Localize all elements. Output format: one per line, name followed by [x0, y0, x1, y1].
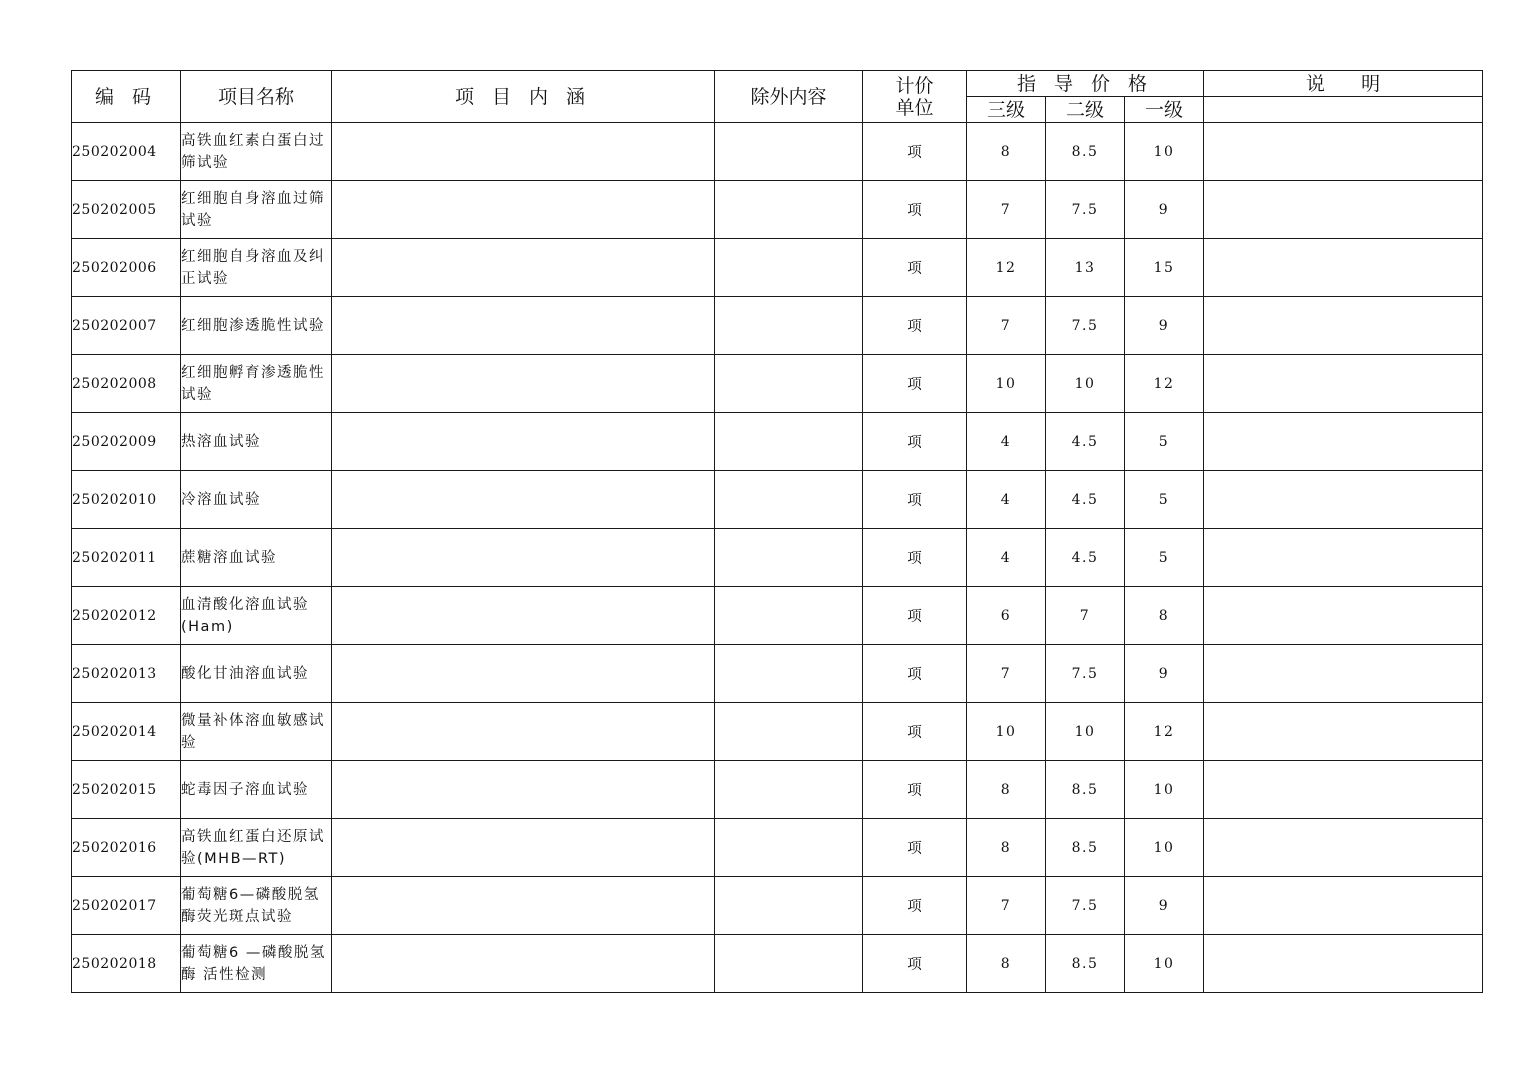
header-code: 编 码 [72, 71, 181, 123]
name-cell: 葡萄糖6 —磷酸脱氢酶 活性检测 [181, 935, 332, 993]
table-header [72, 71, 1483, 123]
level2-price-cell: 8.5 [1046, 935, 1125, 993]
name-cell: 蔗糖溶血试验 [181, 529, 332, 587]
note-cell [1204, 703, 1483, 761]
name-cell: 红细胞渗透脆性试验 [181, 297, 332, 355]
level3-price-cell: 12 [967, 239, 1046, 297]
level1-price-cell: 10 [1125, 819, 1204, 877]
level1-price-cell: 10 [1125, 761, 1204, 819]
note-cell [1204, 239, 1483, 297]
price-table [71, 70, 1483, 993]
table-row [72, 761, 1483, 819]
note-cell [1204, 123, 1483, 181]
level1-price-cell: 5 [1125, 413, 1204, 471]
excluded-cell [715, 529, 863, 587]
note-cell [1204, 471, 1483, 529]
level1-price-cell: 12 [1125, 703, 1204, 761]
unit-cell: 项 [863, 355, 967, 413]
header-level1: 一级 [1125, 97, 1204, 123]
code-cell: 250202016 [72, 819, 181, 877]
table-row [72, 703, 1483, 761]
note-cell [1204, 935, 1483, 993]
content-cell [332, 529, 715, 587]
code-cell: 250202008 [72, 355, 181, 413]
content-cell [332, 297, 715, 355]
excluded-cell [715, 181, 863, 239]
header-unit [863, 71, 967, 123]
unit-cell: 项 [863, 645, 967, 703]
header-level3: 三级 [967, 97, 1046, 123]
level3-price-cell: 10 [967, 703, 1046, 761]
header-unit-line2: 单位 [895, 96, 934, 119]
table-row [72, 413, 1483, 471]
code-cell: 250202007 [72, 297, 181, 355]
table-row [72, 935, 1483, 993]
unit-cell: 项 [863, 297, 967, 355]
content-cell [332, 761, 715, 819]
excluded-cell [715, 123, 863, 181]
name-cell: 葡萄糖6—磷酸脱氢酶荧光斑点试验 [181, 877, 332, 935]
code-cell: 250202010 [72, 471, 181, 529]
header-note-sub [1204, 97, 1483, 123]
unit-cell: 项 [863, 935, 967, 993]
level1-price-cell: 9 [1125, 877, 1204, 935]
content-cell [332, 239, 715, 297]
level3-price-cell: 7 [967, 181, 1046, 239]
level2-price-cell: 13 [1046, 239, 1125, 297]
table-row [72, 471, 1483, 529]
header-note: 说 明 [1204, 71, 1483, 97]
name-cell: 高铁血红素白蛋白过筛试验 [181, 123, 332, 181]
level2-price-cell: 7.5 [1046, 181, 1125, 239]
level2-price-cell: 4.5 [1046, 529, 1125, 587]
excluded-cell [715, 819, 863, 877]
name-cell: 微量补体溶血敏感试验 [181, 703, 332, 761]
content-cell [332, 703, 715, 761]
header-content: 项 目 内 涵 [332, 71, 715, 123]
level2-price-cell: 10 [1046, 355, 1125, 413]
level3-price-cell: 8 [967, 761, 1046, 819]
level1-price-cell: 10 [1125, 935, 1204, 993]
table-row [72, 587, 1483, 645]
note-cell [1204, 761, 1483, 819]
content-cell [332, 413, 715, 471]
unit-cell: 项 [863, 703, 967, 761]
table-row [72, 239, 1483, 297]
level1-price-cell: 10 [1125, 123, 1204, 181]
code-cell: 250202012 [72, 587, 181, 645]
level1-price-cell: 5 [1125, 471, 1204, 529]
content-cell [332, 645, 715, 703]
note-cell [1204, 645, 1483, 703]
name-cell: 热溶血试验 [181, 413, 332, 471]
name-cell: 冷溶血试验 [181, 471, 332, 529]
note-cell [1204, 181, 1483, 239]
level3-price-cell: 7 [967, 645, 1046, 703]
unit-cell: 项 [863, 877, 967, 935]
unit-cell: 项 [863, 471, 967, 529]
excluded-cell [715, 413, 863, 471]
level2-price-cell: 4.5 [1046, 471, 1125, 529]
level3-price-cell: 7 [967, 297, 1046, 355]
level3-price-cell: 8 [967, 819, 1046, 877]
excluded-cell [715, 645, 863, 703]
excluded-cell [715, 355, 863, 413]
level2-price-cell: 8.5 [1046, 761, 1125, 819]
code-cell: 250202015 [72, 761, 181, 819]
note-cell [1204, 529, 1483, 587]
level3-price-cell: 4 [967, 413, 1046, 471]
level2-price-cell: 7.5 [1046, 645, 1125, 703]
level2-price-cell: 7.5 [1046, 877, 1125, 935]
content-cell [332, 471, 715, 529]
excluded-cell [715, 935, 863, 993]
table-row [72, 297, 1483, 355]
header-level2: 二级 [1046, 97, 1125, 123]
unit-cell: 项 [863, 529, 967, 587]
name-cell: 高铁血红蛋白还原试验(MHB—RT) [181, 819, 332, 877]
content-cell [332, 355, 715, 413]
level2-price-cell: 10 [1046, 703, 1125, 761]
level3-price-cell: 7 [967, 877, 1046, 935]
content-cell [332, 123, 715, 181]
level3-price-cell: 4 [967, 471, 1046, 529]
note-cell [1204, 587, 1483, 645]
level3-price-cell: 10 [967, 355, 1046, 413]
code-cell: 250202014 [72, 703, 181, 761]
table-row [72, 529, 1483, 587]
header-unit-line1: 计价 [895, 74, 934, 97]
unit-cell: 项 [863, 123, 967, 181]
name-cell: 蛇毒因子溶血试验 [181, 761, 332, 819]
level1-price-cell: 15 [1125, 239, 1204, 297]
name-cell: 红细胞孵育渗透脆性试验 [181, 355, 332, 413]
level3-price-cell: 8 [967, 935, 1046, 993]
table-body [72, 123, 1483, 993]
content-cell [332, 819, 715, 877]
excluded-cell [715, 761, 863, 819]
name-cell: 酸化甘油溶血试验 [181, 645, 332, 703]
table-row [72, 123, 1483, 181]
note-cell [1204, 819, 1483, 877]
unit-cell: 项 [863, 413, 967, 471]
level1-price-cell: 9 [1125, 297, 1204, 355]
level3-price-cell: 4 [967, 529, 1046, 587]
level1-price-cell: 5 [1125, 529, 1204, 587]
name-cell: 血清酸化溶血试验(Ham) [181, 587, 332, 645]
level3-price-cell: 6 [967, 587, 1046, 645]
content-cell [332, 877, 715, 935]
level2-price-cell: 8.5 [1046, 123, 1125, 181]
excluded-cell [715, 471, 863, 529]
code-cell: 250202005 [72, 181, 181, 239]
level2-price-cell: 7.5 [1046, 297, 1125, 355]
excluded-cell [715, 877, 863, 935]
excluded-cell [715, 239, 863, 297]
code-cell: 250202017 [72, 877, 181, 935]
table-row [72, 877, 1483, 935]
excluded-cell [715, 297, 863, 355]
excluded-cell [715, 703, 863, 761]
note-cell [1204, 297, 1483, 355]
level1-price-cell: 9 [1125, 645, 1204, 703]
excluded-cell [715, 587, 863, 645]
code-cell: 250202011 [72, 529, 181, 587]
level1-price-cell: 9 [1125, 181, 1204, 239]
note-cell [1204, 413, 1483, 471]
content-cell [332, 181, 715, 239]
code-cell: 250202004 [72, 123, 181, 181]
header-excluded: 除外内容 [715, 71, 863, 123]
note-cell [1204, 355, 1483, 413]
unit-cell: 项 [863, 761, 967, 819]
unit-cell: 项 [863, 181, 967, 239]
content-cell [332, 587, 715, 645]
table-row [72, 819, 1483, 877]
name-cell: 红细胞自身溶血过筛试验 [181, 181, 332, 239]
content-cell [332, 935, 715, 993]
level1-price-cell: 12 [1125, 355, 1204, 413]
level2-price-cell: 8.5 [1046, 819, 1125, 877]
unit-cell: 项 [863, 819, 967, 877]
note-cell [1204, 877, 1483, 935]
level2-price-cell: 4.5 [1046, 413, 1125, 471]
level1-price-cell: 8 [1125, 587, 1204, 645]
code-cell: 250202013 [72, 645, 181, 703]
table-row [72, 181, 1483, 239]
code-cell: 250202009 [72, 413, 181, 471]
unit-cell: 项 [863, 239, 967, 297]
code-cell: 250202006 [72, 239, 181, 297]
table-row [72, 645, 1483, 703]
table-row [72, 355, 1483, 413]
level2-price-cell: 7 [1046, 587, 1125, 645]
code-cell: 250202018 [72, 935, 181, 993]
header-name: 项目名称 [181, 71, 332, 123]
level3-price-cell: 8 [967, 123, 1046, 181]
header-price-group: 指 导 价 格 [967, 71, 1204, 97]
name-cell: 红细胞自身溶血及纠正试验 [181, 239, 332, 297]
unit-cell: 项 [863, 587, 967, 645]
